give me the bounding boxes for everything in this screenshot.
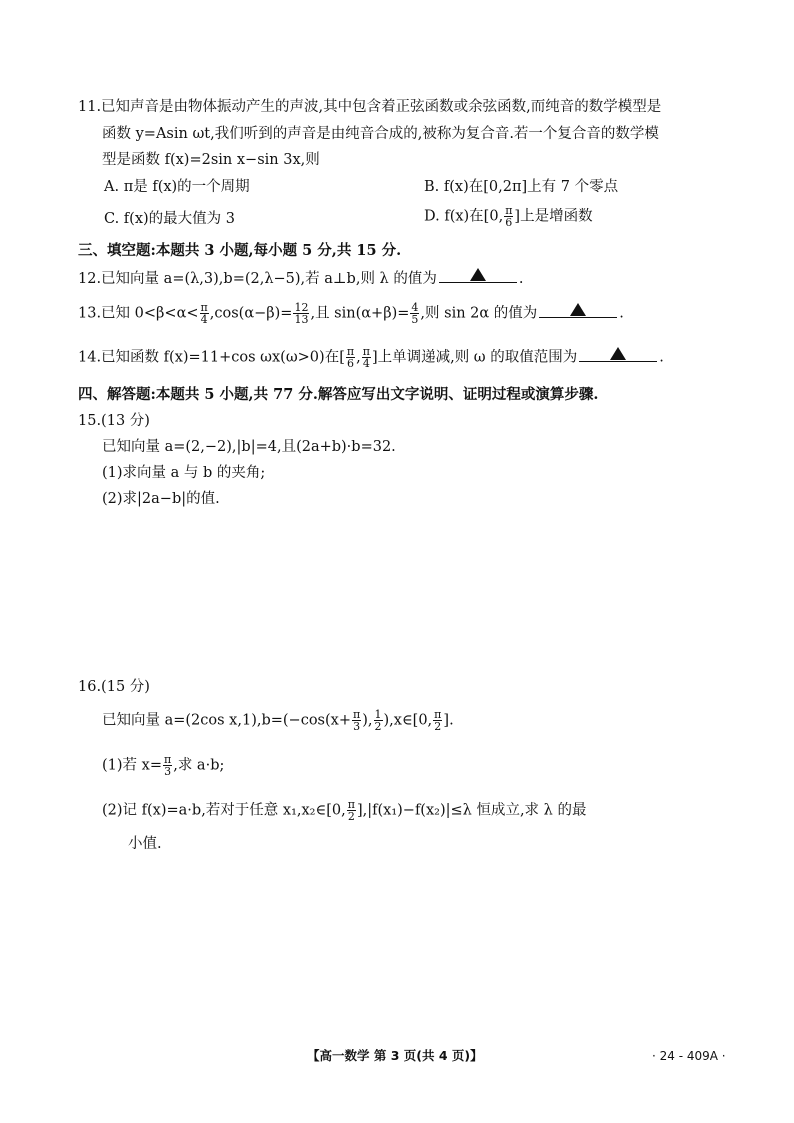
answer-blank bbox=[579, 347, 657, 362]
q14-post: ]上单调递减,则 ω 的取值范围为 bbox=[371, 349, 578, 366]
fraction-numerator: π bbox=[352, 708, 361, 721]
q16-stem-pre: 已知向量 a=(2cos x,1),b=(−cos(x+ bbox=[102, 712, 351, 729]
q16-label: 16.(15 分) bbox=[78, 679, 150, 695]
fraction bbox=[362, 346, 371, 369]
fraction bbox=[163, 754, 172, 777]
q15-stem: 已知向量 a=(2,−2),|b|=4,且(2a+b)·b=32. bbox=[102, 439, 396, 455]
q11-option-d-post: ]上是增函数 bbox=[514, 208, 593, 225]
fraction-numerator: π bbox=[505, 204, 513, 217]
fraction-denominator: 4 bbox=[362, 357, 370, 370]
page-footer: 【高一数学 第 3 页(共 4 页)】 bbox=[307, 1048, 483, 1063]
q15-part2: (2)求|2a−b|的值. bbox=[102, 491, 220, 507]
q13-mid2: ,且 sin(α+β)= bbox=[310, 305, 410, 322]
fraction-numerator: 1 bbox=[374, 708, 382, 721]
fraction-numerator: π bbox=[347, 798, 355, 811]
fraction-numerator: π bbox=[346, 345, 355, 358]
q11-line2: 函数 y=Asin ωt,我们听到的声音是由纯音合成的,被称为复合音.若一个复合音的数学模 bbox=[102, 126, 659, 142]
q16-part2 bbox=[102, 799, 586, 822]
answer-blank bbox=[439, 268, 517, 283]
q12-text: 12.已知向量 a=(λ,3),b=(2,λ−5),若 a⊥b,则 λ 的值为 bbox=[78, 271, 437, 287]
q12-line bbox=[78, 268, 523, 289]
fraction bbox=[346, 346, 355, 369]
q16-stem-mid2: ),x∈[0, bbox=[383, 712, 433, 729]
triangle-icon bbox=[470, 268, 486, 281]
q16-part2-post: ],|f(x₁)−f(x₂)|≤λ 恒成立,求 λ 的最 bbox=[356, 802, 587, 819]
q11-line3: 型是函数 f(x)=2sin x−sin 3x,则 bbox=[102, 152, 320, 168]
q14-end: . bbox=[659, 349, 664, 366]
fraction-denominator: 5 bbox=[411, 313, 419, 326]
triangle-icon bbox=[570, 303, 586, 316]
exam-code: · 24 - 409A · bbox=[652, 1049, 726, 1063]
fraction bbox=[433, 709, 442, 732]
q16-stem bbox=[102, 709, 454, 732]
triangle-icon bbox=[610, 347, 626, 360]
fraction bbox=[293, 302, 309, 325]
fraction-numerator: 4 bbox=[411, 301, 419, 314]
section4-heading: 四、解答题:本题共 5 小题,共 77 分.解答应写出文字说明、证明过程或演算步骤. bbox=[78, 386, 599, 403]
q16-part2-line2: 小值. bbox=[128, 836, 162, 852]
q15-part1: (1)求向量 a 与 b 的夹角; bbox=[102, 465, 266, 481]
q13-post: ,则 sin 2α 的值为 bbox=[420, 305, 538, 322]
q16-part1-post: ,求 a·b; bbox=[173, 757, 225, 774]
q14-comma: , bbox=[356, 349, 361, 366]
fraction-denominator: 6 bbox=[346, 357, 354, 370]
q13-mid1: ,cos(α−β)= bbox=[209, 305, 293, 322]
q13-end: . bbox=[619, 305, 624, 322]
q11-line1: 11.已知声音是由物体振动产生的声波,其中包含着正弦函数或余弦函数,而纯音的数学模型是 bbox=[78, 99, 662, 115]
fraction-denominator: 3 bbox=[164, 765, 172, 778]
fraction-denominator: 2 bbox=[434, 720, 442, 733]
q12-end: . bbox=[518, 271, 524, 287]
q16-part1 bbox=[102, 754, 224, 777]
q14-line bbox=[78, 346, 664, 369]
q16-part1-pre: (1)若 x= bbox=[102, 757, 162, 774]
q11-option-d-pre: D. f(x)在[0, bbox=[424, 208, 504, 225]
fraction-numerator: π bbox=[434, 708, 442, 721]
fraction bbox=[200, 302, 209, 325]
fraction-denominator: 2 bbox=[347, 810, 355, 823]
q13-line bbox=[78, 302, 624, 325]
q14-pre: 14.已知函数 f(x)=11+cos ωx(ω>0)在[ bbox=[78, 349, 345, 366]
q13-pre: 13.已知 0<β<α< bbox=[78, 305, 199, 322]
q11-option-c: C. f(x)的最大值为 3 bbox=[104, 211, 235, 227]
fraction-denominator: 3 bbox=[353, 720, 361, 733]
fraction-denominator: 13 bbox=[294, 313, 309, 326]
fraction bbox=[504, 205, 513, 228]
fraction-numerator: π bbox=[200, 301, 208, 314]
fraction-denominator: 6 bbox=[505, 216, 513, 229]
answer-blank bbox=[539, 303, 617, 318]
q11-option-d bbox=[424, 205, 593, 228]
q16-stem-mid: ), bbox=[362, 712, 373, 729]
q11-option-a: A. π是 f(x)的一个周期 bbox=[104, 179, 250, 195]
fraction-numerator: 12 bbox=[294, 301, 309, 314]
fraction bbox=[347, 799, 356, 822]
fraction-denominator: 4 bbox=[200, 313, 208, 326]
q11-option-b: B. f(x)在[0,2π]上有 7 个零点 bbox=[424, 179, 619, 195]
fraction-numerator: π bbox=[163, 753, 172, 766]
fraction bbox=[410, 302, 419, 325]
fraction bbox=[374, 709, 383, 732]
fraction bbox=[352, 709, 361, 732]
fraction-denominator: 2 bbox=[374, 720, 382, 733]
q16-part2-pre: (2)记 f(x)=a·b,若对于任意 x₁,x₂∈[0, bbox=[102, 802, 346, 819]
fraction-numerator: π bbox=[362, 345, 370, 358]
q15-label: 15.(13 分) bbox=[78, 413, 150, 429]
q16-stem-end: ]. bbox=[443, 712, 454, 729]
section3-heading: 三、填空题:本题共 3 小题,每小题 5 分,共 15 分. bbox=[78, 242, 402, 259]
